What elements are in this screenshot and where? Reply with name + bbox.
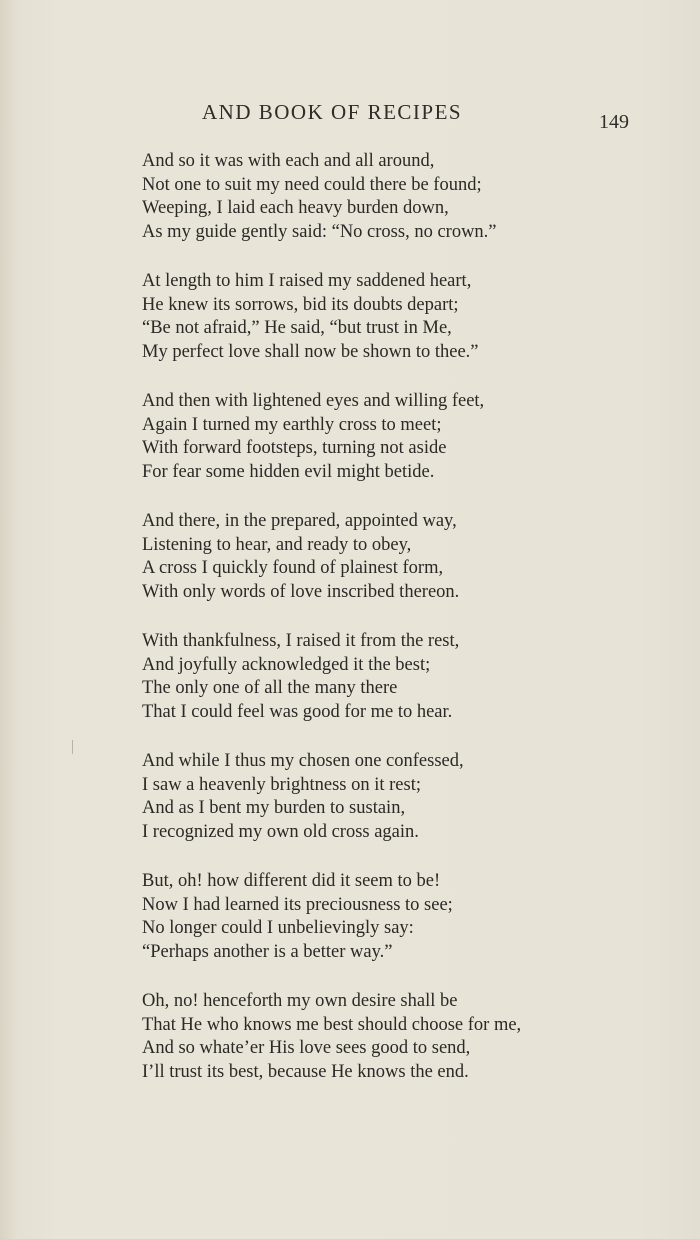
stanza [142, 870, 612, 964]
poem-line: “Perhaps another is a better way.” [142, 941, 393, 962]
poem-line: With only words of love inscribed thereon. [142, 581, 460, 602]
poem-line: No longer could I unbelievingly say: [142, 918, 414, 938]
poem-line: Now I had learned its preciousness to see; [142, 894, 453, 915]
poem-line: The only one of all the many there [142, 678, 398, 698]
stanza [142, 390, 612, 484]
stanza [142, 630, 612, 724]
poem-line: And while I thus my chosen one confessed, [142, 751, 464, 771]
stanza [142, 150, 612, 244]
poem-line: And as I bent my burden to sustain, [142, 798, 406, 818]
poem-line: That I could feel was good for me to hear. [142, 701, 453, 722]
poem-line: Not one to suit my need could there be found; [142, 174, 482, 195]
poem-line: Weeping, I laid each heavy burden down, [142, 198, 449, 218]
stanza [142, 750, 612, 844]
poem-line: As my guide gently said: “No cross, no crown.” [142, 221, 497, 242]
poem-line: At length to him I raised my saddened heart, [142, 271, 472, 291]
poem-line: “Be not afraid,” He said, “but trust in Me, [142, 318, 452, 338]
poem-line: I’ll trust its best, because He knows the end. [142, 1061, 469, 1082]
stanza [142, 510, 612, 604]
stanza [142, 990, 612, 1084]
stanza [142, 270, 612, 364]
poem [142, 150, 612, 1110]
poem-line: I recognized my own old cross again. [142, 821, 419, 842]
poem-line: With forward footsteps, turning not aside [142, 438, 447, 458]
poem-line: That He who knows me best should choose for me, [142, 1014, 522, 1035]
page-number: 149 [599, 111, 629, 133]
poem-line: And then with lightened eyes and willing feet, [142, 391, 485, 411]
poem-line: And so it was with each and all around, [142, 151, 435, 171]
poem-line: But, oh! how different did it seem to be! [142, 871, 441, 891]
running-title: AND BOOK OF RECIPES [202, 100, 463, 124]
poem-line: And there, in the prepared, appointed way, [142, 511, 457, 531]
poem-line: I saw a heavenly brightness on it rest; [142, 774, 421, 795]
poem-line: A cross I quickly found of plainest form, [142, 558, 444, 578]
paper-mark [72, 740, 73, 754]
poem-line: He knew its sorrows, bid its doubts depart; [142, 294, 459, 315]
poem-line: Again I turned my earthly cross to meet; [142, 414, 442, 435]
poem-line: Listening to hear, and ready to obey, [142, 534, 412, 555]
poem-line: And so whate’er His love sees good to send, [142, 1038, 471, 1058]
poem-line: Oh, no! henceforth my own desire shall be [142, 991, 458, 1011]
poem-line: And joyfully acknowledged it the best; [142, 654, 431, 675]
poem-line: For fear some hidden evil might betide. [142, 461, 435, 482]
poem-line: With thankfulness, I raised it from the rest, [142, 631, 460, 651]
poem-line: My perfect love shall now be shown to thee.” [142, 341, 479, 362]
